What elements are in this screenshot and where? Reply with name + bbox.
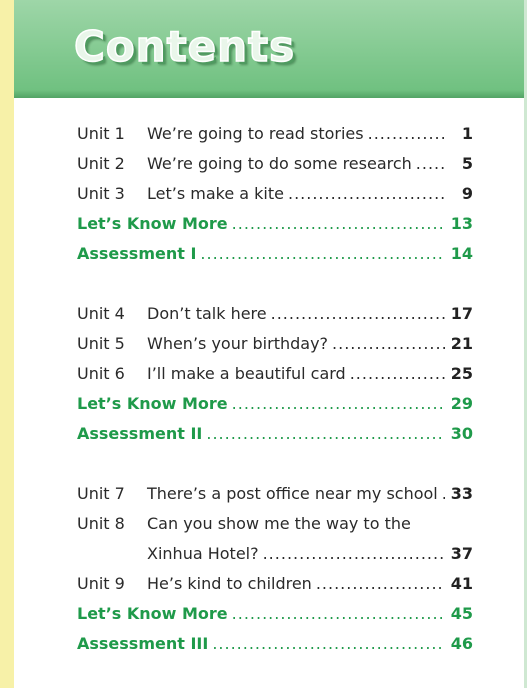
toc-title: There’s a post office near my school [147,484,438,503]
toc-entry-lets-know-more-3[interactable] [77,604,473,628]
toc-leader-dots [232,604,445,623]
toc-entry-unit-5[interactable] [77,334,473,358]
toc-title: Assessment III [77,634,209,653]
toc-entry-unit-7[interactable] [77,484,473,508]
header-shadow [14,90,524,98]
toc-page-number: 33 [450,484,473,503]
toc-leader-dots [232,214,445,233]
toc-title: Can you show me the way to the [147,514,411,533]
toc-title: Let’s Know More [77,394,228,413]
toc-title: Xinhua Hotel? [147,544,259,563]
toc-unit-number: Unit 4 [77,304,125,323]
toc-page-number: 25 [450,364,473,383]
toc-leader-dots [316,574,445,593]
left-margin-stripe [0,0,14,688]
page-title: Contents [74,22,296,71]
toc-title: I’ll make a beautiful card [147,364,346,383]
toc-title: Let’s Know More [77,604,228,623]
toc-unit-number: Unit 3 [77,184,125,203]
toc-title: When’s your birthday? [147,334,329,353]
toc-unit-number: Unit 6 [77,364,125,383]
toc-unit-number: Unit 2 [77,154,125,173]
toc-leader-dots [350,364,445,383]
toc-title: We’re going to do some research [147,154,412,173]
toc-entry-unit-6[interactable] [77,364,473,388]
toc-title: He’s kind to children [147,574,312,593]
toc-page-number: 30 [450,424,473,443]
toc-page-number: 17 [450,304,473,323]
toc-leader-dots [232,394,445,413]
toc-unit-number: Unit 9 [77,574,125,593]
toc-page-number: 1 [461,124,473,143]
toc-entry-unit-2[interactable] [77,154,473,178]
toc-leader-dots [442,484,445,503]
toc-unit-number: Unit 1 [77,124,125,143]
toc-leader-dots [263,544,445,563]
toc-unit-number: Unit 7 [77,484,125,503]
toc-page-number: 46 [450,634,473,653]
toc-page-number: 9 [461,184,473,203]
toc-unit-number: Unit 5 [77,334,125,353]
toc-page-number: 37 [450,544,473,563]
toc-page-number: 14 [450,244,473,263]
toc-title: Assessment II [77,424,203,443]
toc-entry-unit-8-continued[interactable] [147,544,473,568]
toc-leader-dots [288,184,445,203]
toc-title: Don’t talk here [147,304,267,323]
toc-page-number: 41 [450,574,473,593]
toc-entry-assessment-2[interactable] [77,424,473,448]
toc-leader-dots [212,634,445,653]
toc-title: Assessment I [77,244,197,263]
toc-entry-assessment-1[interactable] [77,244,473,268]
contents-header-banner [14,0,524,98]
toc-leader-dots [368,124,445,143]
toc-page-number: 21 [450,334,473,353]
toc-leader-dots [200,244,445,263]
toc-entry-assessment-3[interactable] [77,634,473,658]
toc-entry-unit-4[interactable] [77,304,473,328]
toc-entry-unit-1[interactable] [77,124,473,148]
toc-entry-unit-9[interactable] [77,574,473,598]
toc-entry-lets-know-more-2[interactable] [77,394,473,418]
toc-entry-unit-3[interactable] [77,184,473,208]
toc-title: Let’s Know More [77,214,228,233]
toc-leader-dots [271,304,445,323]
toc-leader-dots [206,424,445,443]
toc-page-number: 29 [450,394,473,413]
toc-leader-dots [416,154,445,173]
toc-entry-lets-know-more-1[interactable] [77,214,473,238]
toc-title: We’re going to read stories [147,124,364,143]
toc-title: Let’s make a kite [147,184,284,203]
toc-page-number: 45 [450,604,473,623]
toc-entry-unit-8[interactable] [77,514,473,538]
toc-leader-dots [332,334,445,353]
toc-page-number: 5 [461,154,473,173]
toc-page-number: 13 [450,214,473,233]
toc-unit-number: Unit 8 [77,514,125,533]
